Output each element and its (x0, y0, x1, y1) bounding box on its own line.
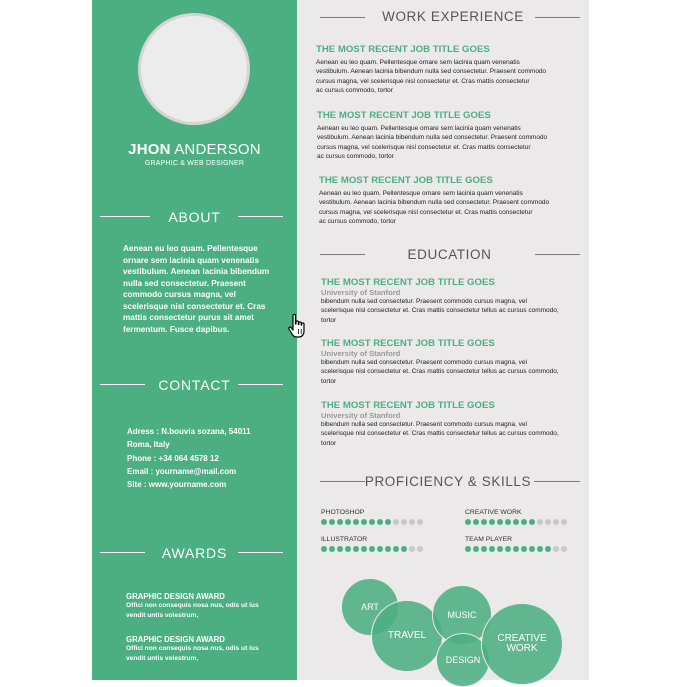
job-entry (317, 110, 587, 162)
education-desc: tortor (321, 377, 337, 385)
contact-info (127, 425, 251, 491)
profile-title: GRAPHIC & WEB DESIGNER (144, 160, 245, 167)
about-line: commodo cursus magna, vel (123, 290, 236, 299)
skill-dot-filled (545, 546, 551, 552)
education-desc: tortor (321, 316, 337, 324)
contact-heading: CONTACT (158, 377, 231, 393)
about-heading: ABOUT (168, 209, 221, 225)
about-text (123, 243, 293, 335)
skill-item (321, 536, 423, 552)
skill-dot-filled (505, 519, 511, 525)
work-heading: WORK EXPERIENCE (382, 9, 524, 24)
skill-label: PHOTOSHOP (321, 509, 365, 516)
skill-dot-filled (537, 546, 543, 552)
award-desc: Offici non consequis nosa nus, odis ut ius (126, 645, 259, 652)
skill-dots (321, 546, 423, 552)
skill-dot-filled (353, 546, 359, 552)
education-desc: tortor (321, 439, 337, 447)
interest-bubble: MUSIC (432, 585, 492, 645)
interest-bubble: ART (341, 578, 399, 636)
award-item (126, 592, 291, 621)
interest-bubble: CREATIVE WORK (481, 603, 563, 685)
interest-bubble: DESIGN (436, 633, 490, 687)
job-title: THE MOST RECENT JOB TITLE GOES (317, 110, 491, 121)
about-line: Aenean eu leo quam. Pellentesque (123, 244, 258, 253)
skill-dot-filled (481, 519, 487, 525)
job-desc: cursus magna, vel scelerisque nisl consectetur et. Cras mattis consectetur (317, 143, 531, 151)
skill-dot-filled (489, 546, 495, 552)
skill-dot-filled (329, 519, 335, 525)
education-title: THE MOST RECENT JOB TITLE GOES (321, 277, 495, 288)
education-entry (321, 400, 589, 448)
school-name: University of Stanford (321, 411, 401, 420)
skill-dot-filled (345, 546, 351, 552)
about-line: vestibulum. Aenean lacinia bibendum (123, 267, 270, 276)
job-desc: Aenean eu leo quam. Pellentesque ornare sem lacinia quam venenatis (319, 190, 523, 197)
education-desc: scelerisque nisl consectetur et. Cras mattis consectetur tellus ac cursus commodo, (321, 430, 559, 438)
contact-site[interactable]: Site : www.yourname.com (127, 480, 227, 490)
job-desc: ac cursus commodo, tortor (316, 87, 393, 95)
award-title: GRAPHIC DESIGN AWARD (126, 592, 225, 601)
skill-dot-filled (337, 546, 343, 552)
skill-dot-empty (409, 519, 415, 525)
skill-dot-empty (561, 519, 567, 525)
profile-photo (138, 13, 250, 125)
skill-dot-filled (353, 519, 359, 525)
skill-dot-empty (553, 546, 559, 552)
education-desc: bibendum nulla sed consectetur. Praesent commodo cursus magna, vel (321, 298, 527, 305)
education-heading: EDUCATION (407, 247, 492, 262)
award-desc: Offici non consequis nosa nus, odis ut ius (126, 602, 259, 609)
skill-dot-filled (465, 546, 471, 552)
education-title: THE MOST RECENT JOB TITLE GOES (321, 400, 495, 411)
skill-dot-filled (369, 519, 375, 525)
skill-label: TEAM PLAYER (465, 536, 513, 543)
job-desc: ac cursus commodo, tortor (317, 153, 394, 161)
job-desc: vestibulum. Aenean lacinia bibendum nulla sed consectetur. Praesent commodo (319, 199, 550, 207)
skill-dot-filled (361, 519, 367, 525)
skill-dot-empty (537, 519, 543, 525)
skill-item (321, 509, 423, 525)
skill-dot-empty (545, 519, 551, 525)
contact-email[interactable]: Email : yourname@mail.com (127, 466, 237, 476)
about-line: fermentum. Fusce dapibus. (123, 324, 230, 334)
skill-dot-empty (561, 546, 567, 552)
skill-dot-filled (513, 546, 519, 552)
skill-item (465, 509, 567, 525)
skill-dot-filled (489, 519, 495, 525)
skills-heading: PROFICIENCY & SKILLS (364, 474, 532, 489)
award-desc: vendit untis volestrum, (126, 655, 199, 662)
education-entry (321, 338, 589, 386)
skill-dot-empty (553, 519, 559, 525)
job-entry (316, 44, 586, 96)
skill-dots (465, 546, 567, 552)
job-desc: cursus magna, vel scelerisque nisl consectetur et. Cras mattis consectetur (319, 208, 533, 216)
skill-dot-filled (513, 519, 519, 525)
about-line: scelerisque nisl consectetur et. Cras (123, 301, 266, 311)
skill-dot-filled (377, 546, 383, 552)
education-desc: bibendum nulla sed consectetur. Praesent commodo cursus magna, vel (321, 421, 527, 428)
skill-dots (465, 519, 567, 525)
school-name: University of Stanford (321, 288, 401, 297)
skill-item (465, 536, 567, 552)
first-name: JHON (128, 141, 171, 158)
skill-label: CREATIVE WORK (465, 509, 522, 516)
skill-dot-filled (321, 519, 327, 525)
skill-dot-filled (393, 546, 399, 552)
skill-dot-filled (321, 546, 327, 552)
skill-dot-filled (345, 519, 351, 525)
contact-city: Roma, Italy (127, 440, 170, 450)
skill-dot-filled (521, 519, 527, 525)
job-title: THE MOST RECENT JOB TITLE GOES (319, 175, 493, 186)
education-desc: scelerisque nisl consectetur et. Cras mattis consectetur tellus ac cursus commodo, (321, 307, 559, 315)
education-entry (321, 277, 589, 325)
skill-dot-filled (497, 546, 503, 552)
skill-dot-filled (377, 519, 383, 525)
hand-cursor-icon (286, 312, 310, 340)
skill-label: ILLUSTRATOR (321, 536, 368, 543)
skill-dot-filled (385, 519, 391, 525)
skill-dot-filled (361, 546, 367, 552)
skill-dot-filled (529, 519, 535, 525)
award-desc: vendit untis volestrum, (126, 612, 199, 619)
skill-dot-filled (329, 546, 335, 552)
job-desc: vestibulum. Aenean lacinia bibendum nulla sed consectetur. Praesent commodo (316, 68, 547, 76)
job-desc: Aenean eu leo quam. Pellentesque ornare sem lacinia quam venenatis (317, 125, 521, 132)
about-line: nulla sed consectetur. Praesent (123, 278, 246, 288)
education-desc: bibendum nulla sed consectetur. Praesent commodo cursus magna, vel (321, 359, 527, 366)
skill-dot-empty (417, 519, 423, 525)
skill-dot-empty (417, 546, 423, 552)
skill-dot-empty (409, 546, 415, 552)
skill-dot-filled (473, 519, 479, 525)
skill-dot-filled (529, 546, 535, 552)
school-name: University of Stanford (321, 349, 401, 358)
job-title: THE MOST RECENT JOB TITLE GOES (316, 44, 490, 55)
awards-heading: AWARDS (161, 545, 228, 561)
skill-dot-filled (401, 546, 407, 552)
job-desc: ac cursus commodo, tortor (319, 218, 396, 226)
skill-dot-filled (385, 546, 391, 552)
education-desc: scelerisque nisl consectetur et. Cras mattis consectetur tellus ac cursus commodo, (321, 368, 559, 376)
job-desc: cursus magna, vel scelerisque nisl consectetur et. Cras mattis consectetur (316, 77, 530, 85)
skill-dot-empty (393, 519, 399, 525)
skill-dot-filled (497, 519, 503, 525)
interest-bubble: TRAVEL (371, 600, 443, 672)
job-entry (319, 175, 589, 227)
job-desc: vestibulum. Aenean lacinia bibendum nulla sed consectetur. Praesent commodo (317, 134, 548, 142)
skill-dot-filled (481, 546, 487, 552)
skill-dots (321, 519, 423, 525)
skill-dot-filled (521, 546, 527, 552)
skill-dot-filled (473, 546, 479, 552)
about-line: mattis consectetur purus sit amet (123, 313, 255, 322)
job-desc: Aenean eu leo quam. Pellentesque ornare sem lacinia quam venenatis (316, 59, 520, 66)
education-title: THE MOST RECENT JOB TITLE GOES (321, 338, 495, 349)
contact-address: Adress : N.bouvia sozana, 54011 (127, 427, 251, 436)
about-line: ornare sem lacinia quam venenatis (123, 255, 260, 265)
contact-phone: Phone : +34 064 4578 12 (127, 453, 219, 463)
profile-name (92, 141, 297, 158)
last-name: ANDERSON (174, 141, 261, 158)
award-title: GRAPHIC DESIGN AWARD (126, 635, 225, 644)
skill-dot-filled (505, 546, 511, 552)
skill-dot-filled (337, 519, 343, 525)
skill-dot-filled (369, 546, 375, 552)
skill-dot-empty (401, 519, 407, 525)
award-item (126, 635, 291, 664)
skill-dot-filled (465, 519, 471, 525)
